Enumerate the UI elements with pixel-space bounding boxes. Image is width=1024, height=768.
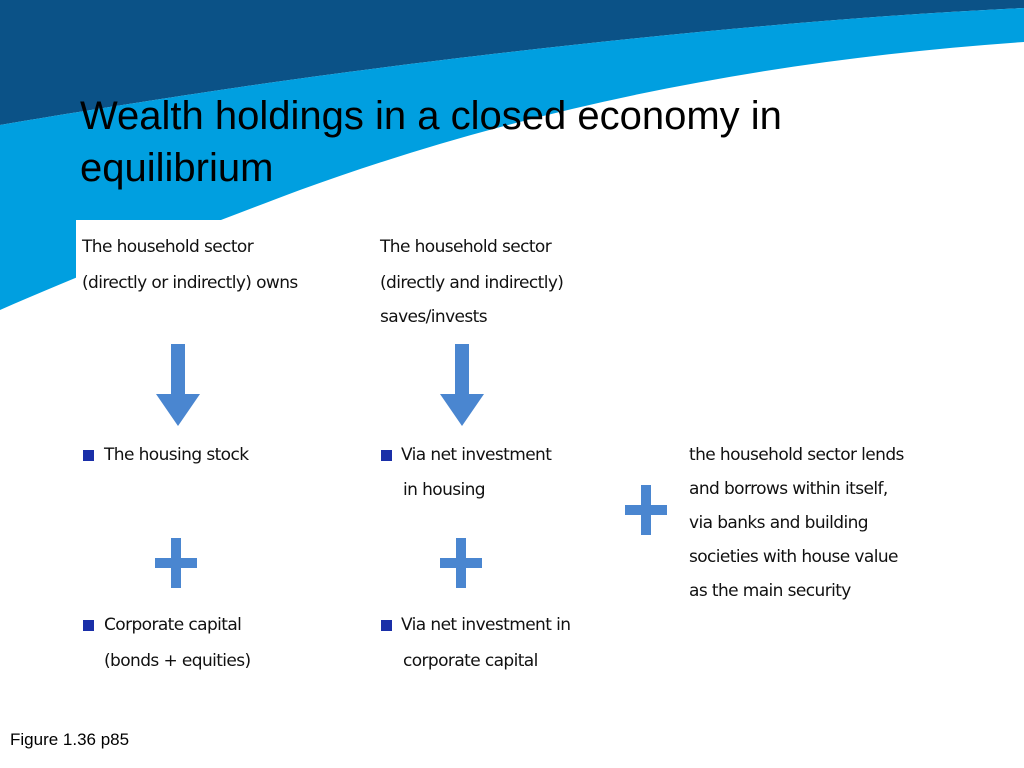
middle-header-line-1: The household sector [380, 237, 552, 257]
right-text-line-5: as the main security [689, 581, 851, 601]
right-text-line-1: the household sector lends [689, 445, 904, 465]
middle-header-line-3: saves/invests [380, 307, 487, 327]
left-header-line-1: The household sector [82, 237, 254, 257]
middle-item-housing-line-2: in housing [403, 480, 485, 500]
left-item-corporate-capital-detail: (bonds + equities) [104, 651, 251, 671]
middle-item-corporate-line-1: Via net investment in [401, 615, 571, 635]
figure-caption: Figure 1.36 p85 [10, 730, 130, 749]
right-text-line-3: via banks and building [689, 513, 868, 533]
left-item-housing-stock: The housing stock [104, 445, 249, 465]
bullet-icon [83, 450, 94, 461]
bullet-icon [83, 620, 94, 631]
right-text-line-2: and borrows within itself, [689, 479, 888, 499]
down-arrow-icon [154, 344, 202, 428]
bullet-icon [381, 620, 392, 631]
plus-icon [625, 485, 667, 535]
plus-icon [155, 538, 197, 588]
right-text-line-4: societies with house value [689, 547, 898, 567]
middle-item-housing-line-1: Via net investment [401, 445, 552, 465]
middle-item-corporate-line-2: corporate capital [403, 651, 538, 671]
left-header-line-2: (directly or indirectly) owns [82, 273, 298, 293]
middle-header-line-2: (directly and indirectly) [380, 273, 564, 293]
plus-icon [440, 538, 482, 588]
bullet-icon [381, 450, 392, 461]
down-arrow-icon [438, 344, 486, 428]
slide-title: Wealth holdings in a closed economy in equilibrium [80, 94, 782, 190]
left-item-corporate-capital: Corporate capital [104, 615, 242, 635]
